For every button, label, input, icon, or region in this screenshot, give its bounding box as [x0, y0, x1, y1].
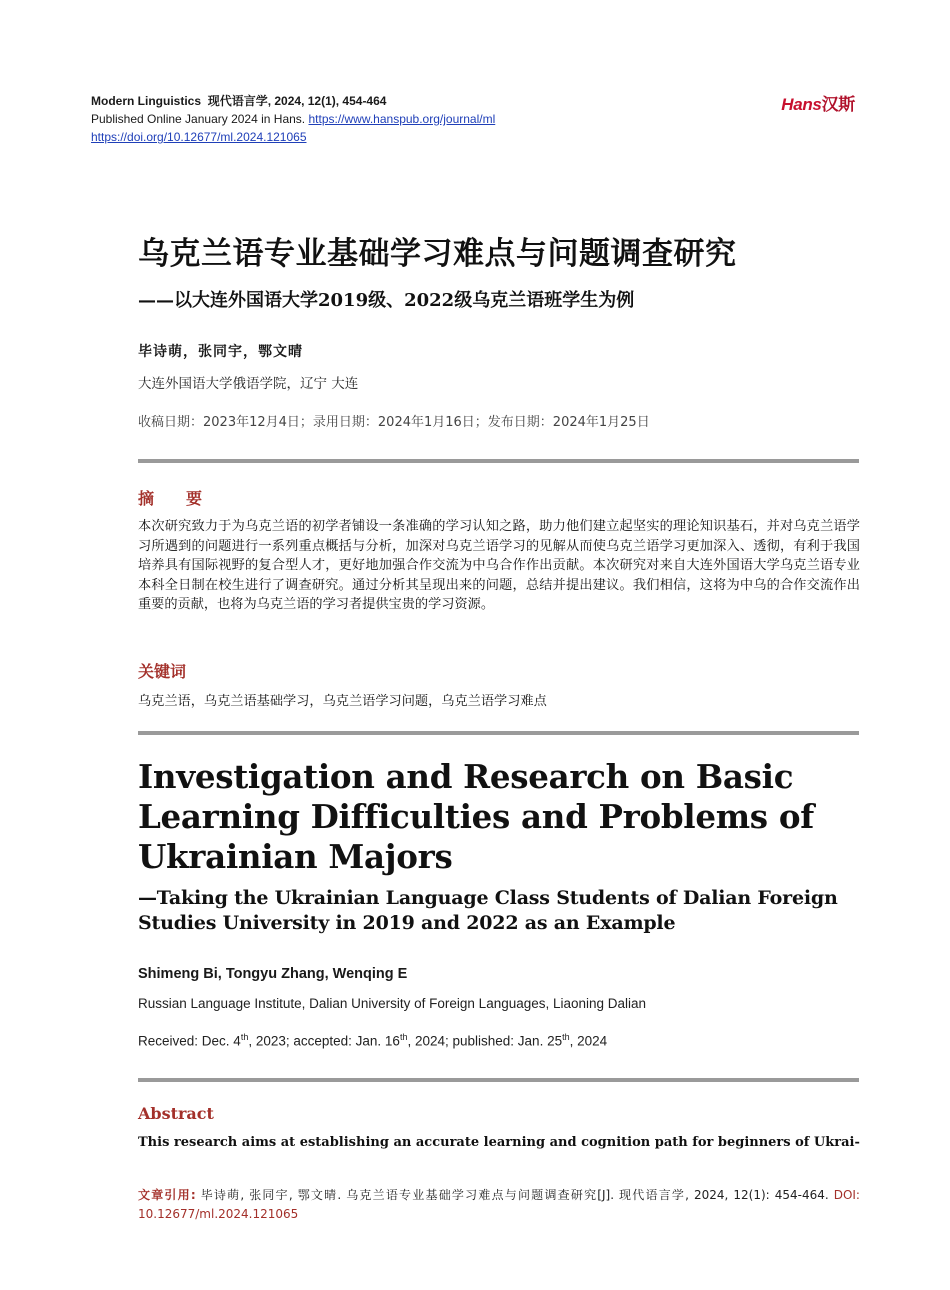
cn-keywords: 乌克兰语，乌克兰语基础学习，乌克兰语学习问题，乌克兰语学习难点: [138, 694, 547, 709]
doi-line: [91, 128, 495, 146]
published-text: Published Online January 2024 in Hans.: [91, 112, 306, 126]
received-sup: th: [240, 1032, 249, 1042]
logo-cn: 汉斯: [821, 95, 855, 114]
published-line: [91, 110, 495, 128]
divider: [138, 731, 859, 735]
journal-name-cn: 现代语言学: [207, 94, 268, 108]
published-date: , 2024; published: Jan. 25: [407, 1033, 563, 1049]
citation-doi[interactable]: DOI: 10.12677/ml.2024.121065: [138, 1188, 860, 1221]
citation-text: 毕诗萌, 张同宇, 鄂文晴. 乌克兰语专业基础学习难点与问题调查研究[J]. 现代语言学, 2024, 12(1): 454-464.: [195, 1188, 834, 1202]
en-abstract: This research aims at establishing an accurate learning and cognition path for beginners of Ukrai-: [138, 1135, 860, 1150]
journal-header: [91, 92, 495, 146]
citation: [138, 1186, 860, 1224]
cn-keywords-heading: 关键词: [138, 662, 187, 681]
en-authors: Shimeng Bi, Tongyu Zhang, Wenqing E: [138, 966, 408, 982]
divider: [138, 459, 859, 463]
en-abstract-heading: Abstract: [138, 1104, 214, 1123]
cn-abstract-heading: 摘 要: [138, 489, 211, 508]
journal-link[interactable]: https://www.hanspub.org/journal/ml: [308, 112, 496, 126]
en-title: Investigation and Research on Basic Learning Difficulties and Problems of Ukrainian Majors: [138, 757, 814, 876]
accepted-sup: th: [399, 1032, 408, 1042]
published-year: , 2024: [569, 1033, 608, 1049]
cn-abstract: 本次研究致力于为乌克兰语的初学者铺设一条准确的学习认知之路，助力他们建立起坚实的理论知识基石，并对乌克兰语学习所遇到的问题进行一系列重点概括与分析，加深对乌克兰语学习的见解从而使乌克兰语学习更加深入、透彻，有利于我国培养具有国际视野的复合型人才，更好地加强合作交流为中乌合作作出贡献。本次研究对来自大连外国语大学乌克兰语专业本科全日制在校生进行了调查研究。通过分析其呈现出来的问题，总结并提出建议。我们相信，这将为中乌的合作交流作出重要的贡献，也将为乌克兰语的学习者提供宝贵的学习资源。: [138, 519, 860, 612]
journal-line: [91, 92, 495, 110]
divider: [138, 1078, 859, 1082]
doi-link[interactable]: https://doi.org/10.12677/ml.2024.121065: [91, 130, 307, 144]
cn-affiliation: 大连外国语大学俄语学院，辽宁 大连: [138, 376, 359, 392]
cn-title: 乌克兰语专业基础学习难点与问题调查研究: [138, 236, 737, 272]
journal-issue: , 2024, 12(1), 454-464: [267, 94, 387, 108]
en-dates: [138, 1032, 607, 1049]
cn-dates: 收稿日期：2023年12月4日；录用日期：2024年1月16日；发布日期：2024年1月25日: [138, 415, 650, 430]
en-affiliation: Russian Language Institute, Dalian University of Foreign Languages, Liaoning Dalian: [138, 996, 647, 1011]
published-sup: th: [562, 1032, 570, 1042]
logo-latin: Hans: [781, 95, 822, 114]
journal-name: Modern Linguistics: [91, 94, 202, 108]
publisher-logo: [781, 90, 855, 115]
accepted-date: , 2023; accepted: Jan. 16: [248, 1033, 400, 1049]
cn-subtitle: ——以大连外国语大学2019级、2022级乌克兰语班学生为例: [138, 290, 635, 311]
cn-authors: 毕诗萌，张同宇，鄂文晴: [138, 344, 303, 360]
received-date: Received: Dec. 4: [138, 1033, 241, 1049]
en-subtitle: —Taking the Ukrainian Language Class Students of Dalian Foreign Studies University in 2019 and 2022 as an Example: [138, 887, 838, 934]
citation-label: 文章引用:: [138, 1188, 196, 1202]
